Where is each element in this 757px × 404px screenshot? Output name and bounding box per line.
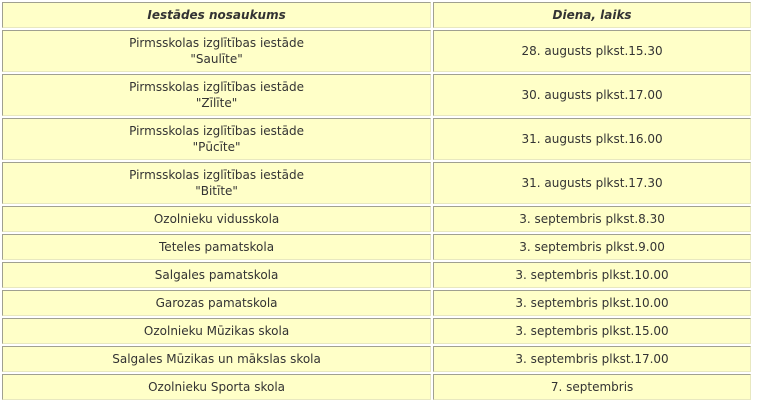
table-row — [2, 206, 751, 232]
day-time-cell: 7. septembris — [433, 374, 751, 400]
day-time-cell: 3. septembris plkst.10.00 — [433, 262, 751, 288]
table-row — [2, 234, 751, 260]
institution-name-cell — [2, 162, 431, 204]
institution-type: Pirmsskolas izglītības iestāde — [129, 36, 304, 50]
table-row — [2, 74, 751, 116]
institution-title: "Saulīte" — [190, 52, 243, 66]
table-row — [2, 162, 751, 204]
institution-name-cell: Salgales Mūzikas un mākslas skola — [2, 346, 431, 372]
institution-name-cell: Salgales pamatskola — [2, 262, 431, 288]
day-time-cell: 31. augusts plkst.16.00 — [433, 118, 751, 160]
table-row — [2, 262, 751, 288]
table-header-row — [2, 2, 751, 28]
table-row — [2, 290, 751, 316]
institution-title: "Pūcīte" — [192, 140, 241, 154]
institution-type: Pirmsskolas izglītības iestāde — [129, 80, 304, 94]
institution-name-cell: Ozolnieku vidusskola — [2, 206, 431, 232]
institution-name-cell: Ozolnieku Sporta skola — [2, 374, 431, 400]
day-time-cell: 31. augusts plkst.17.30 — [433, 162, 751, 204]
institution-name-cell — [2, 30, 431, 72]
header-institution-name: Iestādes nosaukums — [2, 2, 431, 28]
institution-title: "Zīlīte" — [195, 96, 238, 110]
day-time-cell: 3. septembris plkst.9.00 — [433, 234, 751, 260]
institution-type: Pirmsskolas izglītības iestāde — [129, 168, 304, 182]
day-time-cell: 3. septembris plkst.8.30 — [433, 206, 751, 232]
day-time-cell: 3. septembris plkst.10.00 — [433, 290, 751, 316]
institution-name-cell — [2, 74, 431, 116]
institution-name-cell: Ozolnieku Mūzikas skola — [2, 318, 431, 344]
institution-name-cell: Teteles pamatskola — [2, 234, 431, 260]
table-row — [2, 346, 751, 372]
table-row — [2, 30, 751, 72]
institution-name-cell — [2, 118, 431, 160]
header-day-time: Diena, laiks — [433, 2, 751, 28]
day-time-cell: 3. septembris plkst.15.00 — [433, 318, 751, 344]
table-row — [2, 318, 751, 344]
day-time-cell: 28. augusts plkst.15.30 — [433, 30, 751, 72]
institution-title: "Bitīte" — [195, 184, 238, 198]
institution-name-cell: Garozas pamatskola — [2, 290, 431, 316]
institution-type: Pirmsskolas izglītības iestāde — [129, 124, 304, 138]
day-time-cell: 3. septembris plkst.17.00 — [433, 346, 751, 372]
table-row — [2, 374, 751, 400]
day-time-cell: 30. augusts plkst.17.00 — [433, 74, 751, 116]
table-row — [2, 118, 751, 160]
